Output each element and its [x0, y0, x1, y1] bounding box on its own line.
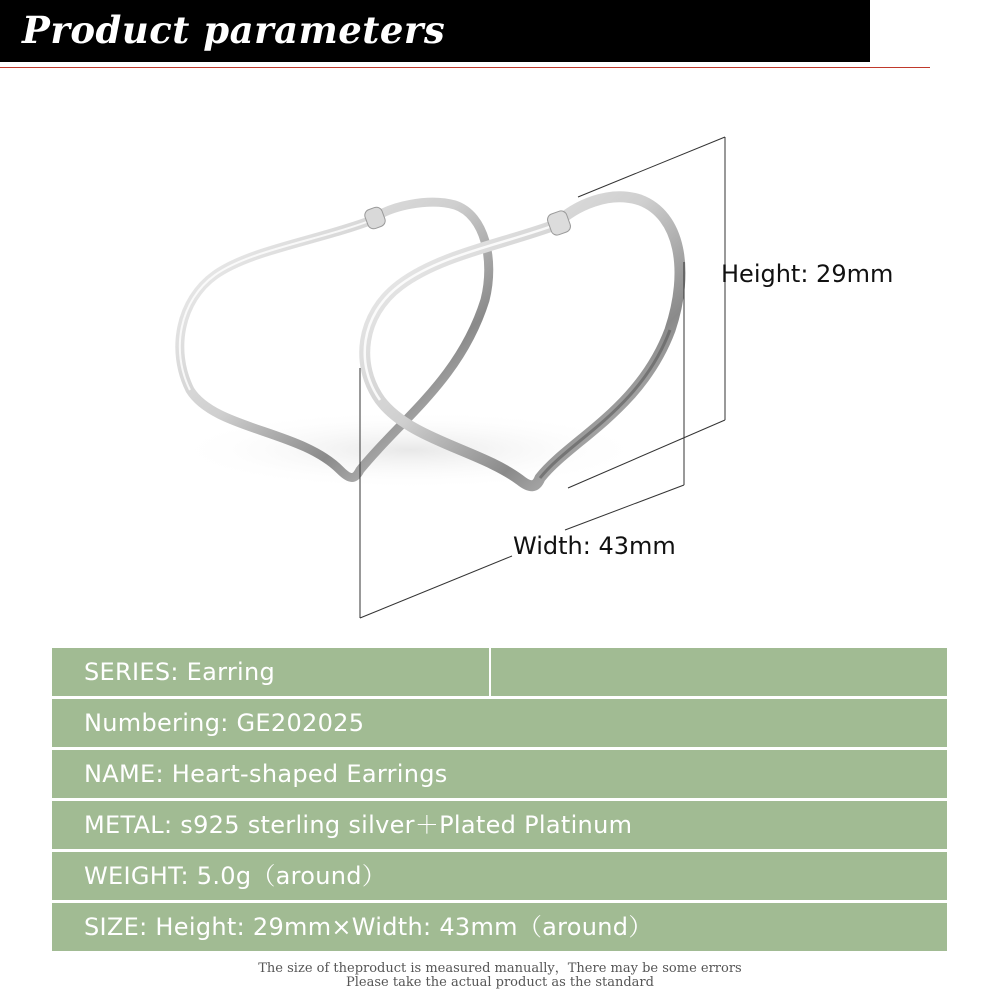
product-image-area [0, 70, 1000, 650]
param-row-numbering [52, 699, 947, 747]
heart-earring-image [0, 70, 1000, 650]
header-bar [0, 0, 870, 62]
param-weight-text: WEIGHT: 5.0g（around） [84, 862, 387, 890]
standard-note: Please take the actual product as the standard [346, 975, 654, 990]
param-row-name [52, 750, 947, 798]
param-row-metal [52, 801, 947, 849]
param-metal-text: METAL: s925 sterling silver＋Plated Platinum [84, 811, 633, 839]
param-cell-divider [489, 648, 491, 696]
param-series-text: SERIES: Earring [84, 658, 276, 686]
param-row-size [52, 903, 947, 951]
height-label: Height: 29mm [721, 260, 894, 288]
param-numbering-text: Numbering: GE202025 [84, 709, 365, 737]
width-label: Width: 43mm [513, 532, 676, 560]
page-title: Product parameters [22, 8, 446, 52]
param-name-text: NAME: Heart-shaped Earrings [84, 760, 448, 788]
param-size-text: SIZE: Height: 29mm×Width: 43mm（around） [84, 913, 653, 941]
param-row-series [52, 648, 947, 696]
param-row-weight [52, 852, 947, 900]
header-divider [0, 67, 930, 68]
measurement-note: The size of theproduct is measured manually，There may be some errors [258, 961, 742, 976]
